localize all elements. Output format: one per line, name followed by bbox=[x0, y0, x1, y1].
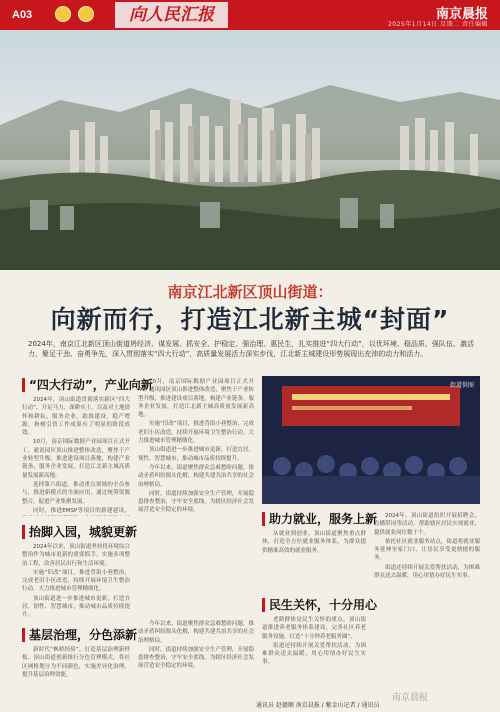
column-1c bbox=[22, 646, 130, 696]
paragraph: 新时代“枫桥经验”，打造基层治理新样板。顶山街道创新推行分色管理模式，将社区网格划分为不同颜色，实施差异化治理，提升基层治理效能。 bbox=[22, 647, 130, 678]
national-emblem-icon bbox=[55, 6, 71, 22]
article-headline: 向新而行，打造江北新主城“封面” bbox=[50, 305, 450, 334]
section-heading-livelihood: 民生关怀，十分用心 bbox=[262, 598, 377, 612]
section-heading-city: 抬脚入园，城貌更新 bbox=[22, 525, 137, 539]
paragraph: 今年以来，街道聚焦群众急难愁盼问题，推动矛盾纠纷源头化解，构建共建共治共享的社会治理格局。 bbox=[138, 621, 254, 644]
paragraph: 顶山街道进一步推进城市更新，打造宜居、韧性、智慧城市，推动城市品质持续提升。 bbox=[22, 595, 130, 619]
paragraph: 实施“旧改”项目，推进背街小巷整治，完成老旧小区改造，持续开展环境卫生整治行动，大力推进城市管理精细化。 bbox=[138, 421, 254, 445]
paragraph: 从就业到创业，顶山街道聚焦重点群体，打造全方位就业服务体系，为群众提供精准高效的就业服务。 bbox=[262, 531, 366, 554]
newspaper-brand: 南京晨报 bbox=[435, 7, 488, 22]
paragraph: 选择第六街道，推动重点领域的全员参与，推进新模式的全面应用，通过统筹资源整合，促进产业集聚发展。 bbox=[22, 481, 130, 505]
event-photo bbox=[262, 376, 480, 504]
paragraph: 街道还持续开展关爱帮扶活动，为困难群众送去温暖，用心用情办好民生实事。 bbox=[262, 642, 366, 666]
section-heading-governance: 基层治理，分色添新 bbox=[22, 628, 137, 642]
article-kicker: 南京江北新区顶山街道： bbox=[167, 283, 333, 301]
footer-credit: 通讯员 赵德顺 南京晨报 / 紫金山记者 / 通讯员 bbox=[256, 702, 380, 709]
column-1b bbox=[22, 543, 130, 621]
paragraph: 10月，南京国际数据产业园项目正式开工。通讯园区顶山推进整体改造，聚焦于产业转型升级，推进建设项目落地，构建产业链条，服务企业发展，打造江北新主城高质量发展新高地。 bbox=[138, 379, 254, 419]
column-1 bbox=[22, 396, 130, 516]
paragraph: 老龄群体是民生关怀的重点。顶山街道推进养老服务体系建设，完善社区养老服务设施，打造“十分钟养老服务圈”。 bbox=[262, 617, 366, 640]
column-3 bbox=[262, 530, 366, 588]
section-heading-industry: “四大行动”，产业向新 bbox=[22, 378, 153, 392]
photo-caption: 街道供图 bbox=[449, 382, 474, 389]
paragraph: 同时，街道持续加强安全生产管理，开展隐患排查整治，守牢安全底线，为辖区经济社会发展营造安全稳定的环境。 bbox=[138, 646, 254, 670]
article-lead: 2024年，南京江北新区顶山街道坍经济、谋发展、抓安全、护稳定、强治理、惠民生，扎实推进“四大行动”，以优环境、稳品质、强队伍、激活力，聚足干劲、奋勇争先，深入贯彻落实“四大行动”，高质量发展活力深实步伐，江北新主城建设形势展现出充沛的动力和活力。 bbox=[28, 340, 474, 358]
section-heading-employment: 助力就业，服务上新 bbox=[262, 512, 377, 526]
masthead bbox=[0, 0, 500, 30]
paragraph: 街道还持续开展关爱帮扶活动，为困难群众送去温暖，用心用情办好民生实事。 bbox=[374, 564, 480, 580]
paragraph: 10月，南京国际数据产业园项目正式开工。通讯园区顶山推进整体改造，聚焦于产业转型升级，推进建设项目落地，构建产业链条，服务企业发展，打造江北新主城高质量发展新高地。 bbox=[22, 439, 130, 479]
column-2b bbox=[138, 620, 254, 696]
column-2 bbox=[138, 378, 254, 618]
date-line: 2025年1月14日 星期二 责任编辑 bbox=[387, 21, 488, 28]
paragraph: 同时，街道持续加强安全生产管理，开展隐患排查整治，守牢安全底线，为辖区经济社会发展营造安全稳定的环境。 bbox=[138, 490, 254, 514]
column-3b bbox=[262, 616, 366, 696]
paragraph: 实施“旧改”项目，推进背街小巷整治，完成老旧小区改造，持续开展环境卫生整治行动，大力推进城市管理精细化。 bbox=[22, 569, 130, 593]
paragraph: 依托社区就业服务站点，街道将就业服务延伸至家门口，让居民享受更便捷的服务。 bbox=[374, 538, 480, 562]
section-title: 向人民汇报 bbox=[115, 2, 228, 28]
paragraph: 2024年，顶山街道贯彻落实新区“四大行动”，开足马力、深耕实土，以及对土地情怀和耕耘，服务企业，助推建设，稳产增源，指树引资工作成果有了明显的阶段成效。 bbox=[22, 397, 130, 437]
paragraph: 同时，推进EMSP等项目的新建建设， bbox=[33, 507, 130, 514]
paragraph: 2024年以来，顶山街道坚持将环境综合整治作为城市更新的重要抓手，实施多项整治工程，改善居民出行和生活环境。 bbox=[22, 544, 130, 567]
city-skyline-photo bbox=[0, 30, 500, 270]
paragraph: 2024年，顶山街道组织开展招聘会、直播带岗等活动，帮助辖区居民实现就业，提供就业岗位数千个。 bbox=[374, 513, 480, 536]
watermark: 南京晨报 bbox=[392, 693, 429, 703]
page-number: A03 bbox=[12, 9, 33, 21]
cppcc-emblem-icon bbox=[78, 6, 94, 22]
column-4 bbox=[374, 512, 480, 696]
paragraph: 顶山街道进一步推进城市更新，打造宜居、韧性、智慧城市，推动城市品质持续提升。 bbox=[138, 447, 254, 462]
paragraph: 今年以来，街道聚焦群众急难愁盼问题，推动矛盾纠纷源头化解，构建共建共治共享的社会治理格局。 bbox=[138, 464, 254, 488]
